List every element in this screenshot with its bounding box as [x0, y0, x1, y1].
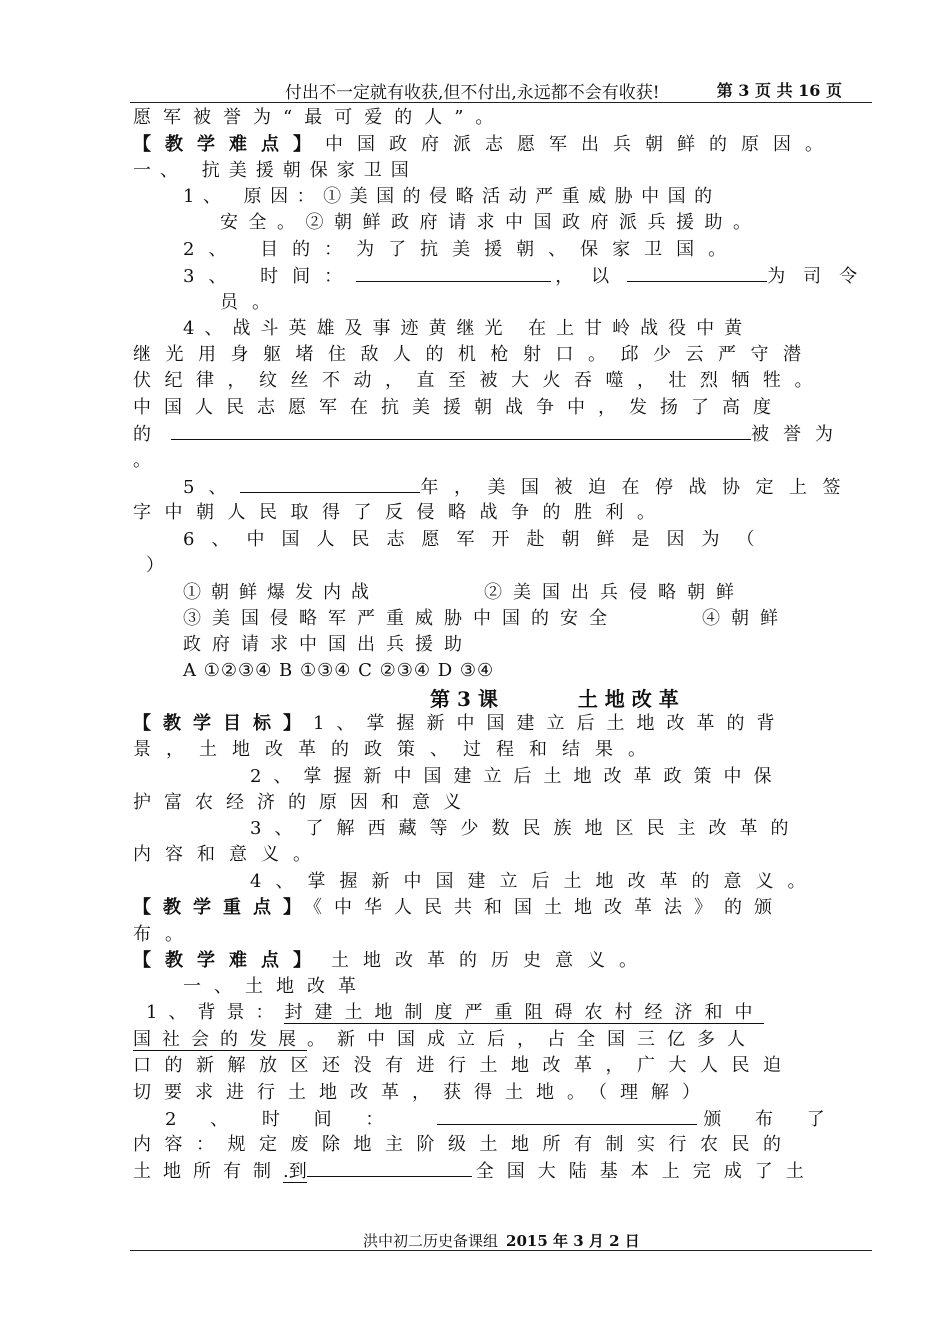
text-line: 护富农经济的原因和意义 — [133, 792, 474, 813]
blank-field[interactable] — [307, 1158, 472, 1177]
text-line: 布。 — [133, 924, 197, 945]
section-heading: 一、土地改革 — [183, 976, 369, 997]
footer-text: 洪中初二历史备课组 2015 年 3 月 2 日 — [363, 1232, 640, 1250]
text-line: 一、 抗美援朝保家卫国 — [133, 160, 418, 181]
text-line: 6、中国人民志愿军开赴朝鲜是因为（ — [183, 529, 772, 550]
text-line: 景，土地改革的政策、过程和结果。 — [133, 739, 661, 760]
text-line: 5、 年，美国被迫在停战协定上签 — [183, 474, 858, 500]
text-line: 【教学难点】 土地改革的历史意义。 — [133, 950, 651, 971]
text-line: 2 、 时 间 ： 颁 布 了 — [165, 1106, 860, 1132]
text-line: ） — [146, 555, 164, 576]
page-footer — [130, 1222, 872, 1251]
lesson-title: 第 3 课 土 地 改 革 — [430, 687, 679, 711]
text-line: 2、 目的：为了抗美援朝、保家卫国。 — [183, 239, 741, 260]
text-line: 字中朝人民取得了反侵略战争的胜利。 — [133, 502, 669, 523]
text-line: 3、 时间： ，以 为司令 — [183, 263, 858, 289]
option-line: ③美国侵略军严重威胁中国的安全 ④朝鲜 — [183, 608, 789, 629]
text-line: 愿军被誉为“最可爱的人”。 — [133, 107, 506, 128]
text-line: 土地所有制.到 全国大陆基本上完成了土 — [133, 1158, 861, 1184]
text-line: 内容：规定废除地主阶级土地所有制实行农民的 — [133, 1134, 795, 1155]
option-line: 政府请求中国出兵援助 — [183, 634, 473, 655]
option-line: ①朝鲜爆发内战 ②美国出兵侵略朝鲜 — [183, 582, 745, 603]
text-line: 1、 原因：①美国的侵略活动严重威胁中国的 — [183, 186, 721, 207]
text-line: 【教学目标】1、掌握新中国建立后土地改革的背 — [133, 713, 787, 734]
blank-field[interactable] — [437, 1106, 697, 1125]
text-line: 3、了解西藏等少数民族地区民主改革的 — [250, 818, 802, 839]
text-line: 国社会的发展。新中国成立后，占全国三亿多人 — [133, 1029, 757, 1050]
blank-field[interactable] — [240, 474, 420, 493]
text-line: 伏纪律，纹丝不动，直至被大火吞噬，壮烈牺牲。 — [133, 370, 826, 391]
blank-field[interactable] — [627, 263, 767, 282]
text-line: 内容和意义。 — [133, 844, 325, 865]
text-line: 继光用身躯堵住敌人的机枪射口。邱少云严守潜 — [133, 344, 816, 365]
text-line: 【教学重点】《中华人民共和国土地改革法》的颁 — [133, 897, 784, 918]
text-line: 【教学难点】中国政府派志愿军出兵朝鲜的原因。 — [133, 134, 837, 155]
text-line: 的 被誉为 — [133, 421, 861, 447]
header-motto: 付出不一定就有收获,但不付出,永远都不会有收获! — [285, 83, 660, 103]
text-line: 安全。②朝鲜政府请求中国政府派兵援助。 — [220, 212, 762, 233]
blank-field[interactable] — [356, 263, 551, 282]
text-line: 1、背景：封建土地制度严重阻碍农村经济和中 — [146, 1002, 765, 1023]
text-line: 4、战斗英雄及事迹黄继光 在上甘岭战役中黄 — [183, 318, 753, 339]
page-number: 第 3 页 共 16 页 — [716, 81, 842, 100]
page-header — [130, 76, 872, 103]
answer-options: A ①②③④ B ①③④ C ②③④ D ③④ — [183, 660, 495, 681]
text-line: 切要求进行土地改革，获得土地。（理解） — [133, 1082, 713, 1103]
text-line: 员。 — [220, 292, 284, 313]
text-line: 口的新解放区还没有进行土地改革，广大人民迫 — [133, 1055, 795, 1076]
text-line: 2、掌握新中国建立后土地改革政策中保 — [250, 766, 784, 787]
text-line: 4、掌握新中国建立后土地改革的意义。 — [250, 871, 820, 892]
text-line: 中国人民志愿军在抗美援朝战争中，发扬了高度 — [133, 397, 784, 418]
blank-field[interactable] — [171, 421, 751, 440]
text-line: 。 — [133, 450, 151, 471]
